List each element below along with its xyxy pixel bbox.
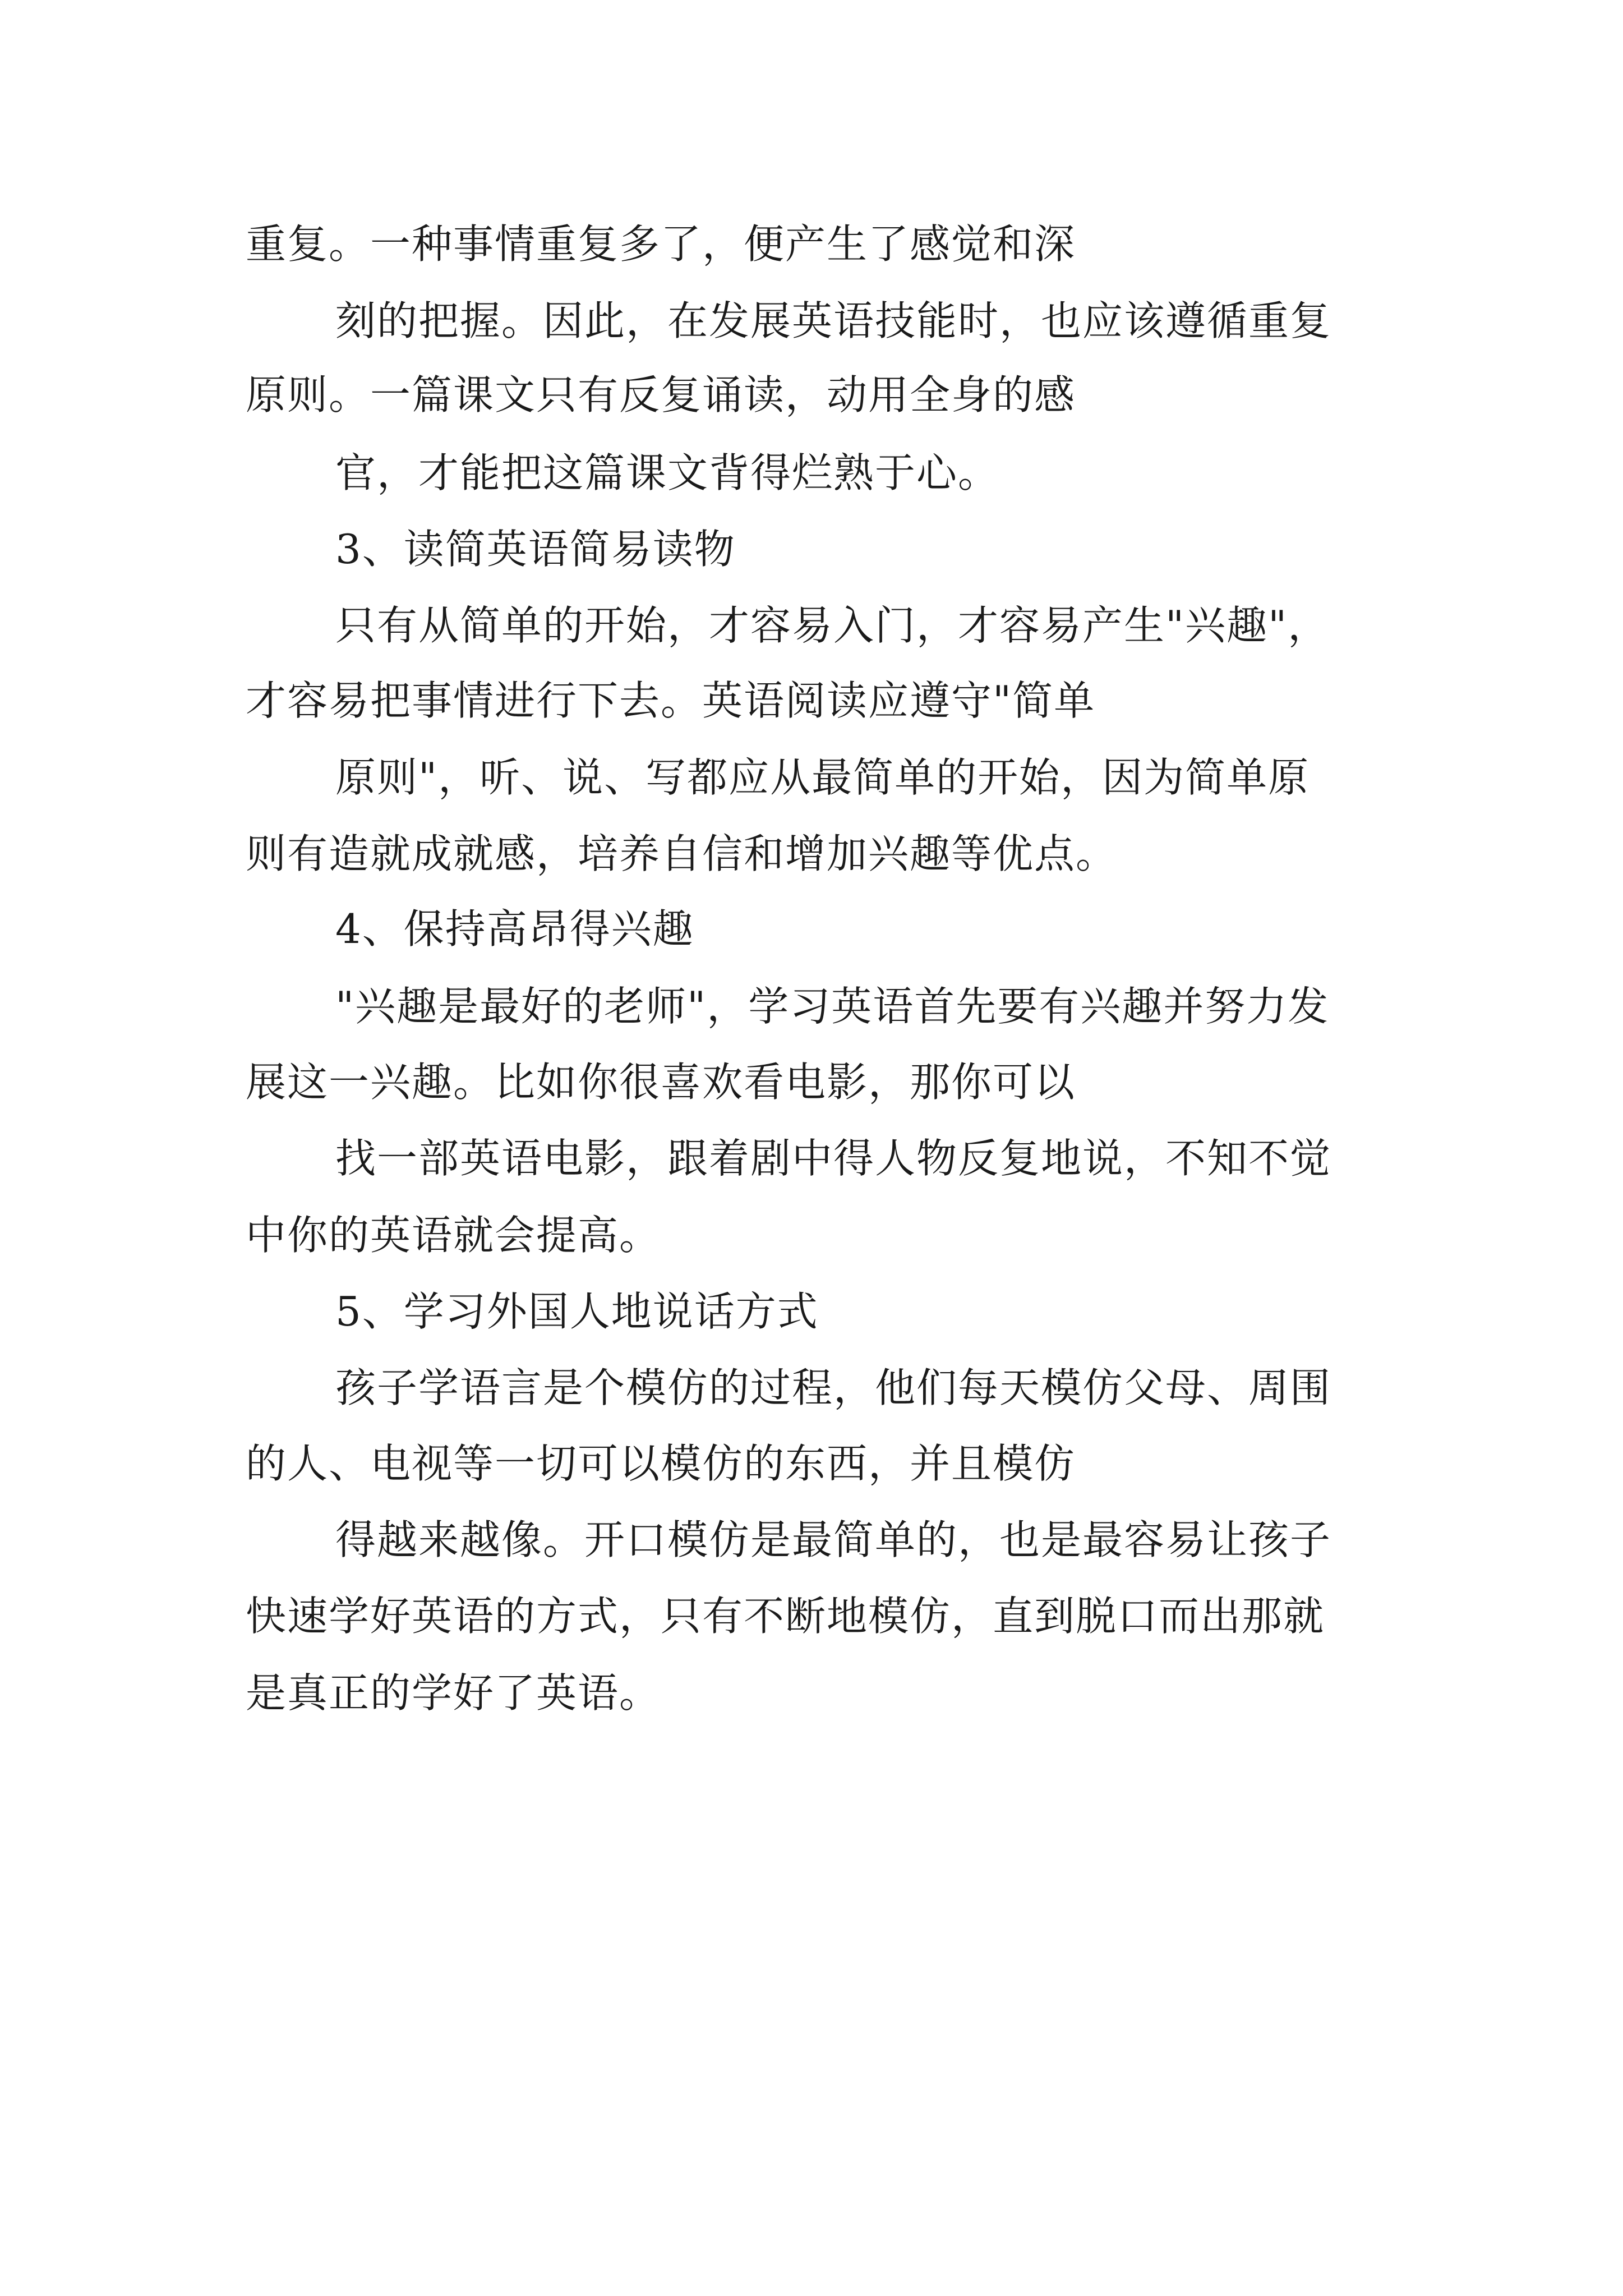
text-line-16: 孩子学语言是个模仿的过程，他们每天模仿父母、周围 bbox=[335, 1364, 1332, 1411]
text-line-20: 是真正的学好了英语。 bbox=[246, 1669, 661, 1717]
text-line-12: 展这一兴趣。比如你很喜欢看电影，那你可以 bbox=[246, 1059, 1076, 1106]
text-line-8: 原则"，听、说、写都应从最简单的开始，因为简单原 bbox=[335, 754, 1310, 801]
text-line-1: 重复。一种事情重复多了，便产生了感觉和深 bbox=[246, 220, 1076, 268]
text-line-7: 才容易把事情进行下去。英语阅读应遵守"简单 bbox=[246, 677, 1096, 724]
text-line-14: 中你的英语就会提高。 bbox=[246, 1212, 661, 1259]
text-line-9: 则有造就成就感，培养自信和增加兴趣等优点。 bbox=[246, 830, 1118, 877]
text-line-19: 快速学好英语的方式，只有不断地模仿，直到脱口而出那就 bbox=[246, 1593, 1325, 1640]
section-heading-4: 4、保持高昂得兴趣 bbox=[335, 905, 694, 953]
section-heading-3: 3、读简英语简易读物 bbox=[335, 526, 736, 573]
text-line-17: 的人、电视等一切可以模仿的东西，并且模仿 bbox=[246, 1440, 1076, 1487]
text-line-2: 刻的把握。因此，在发展英语技能时，也应该遵循重复 bbox=[335, 297, 1332, 344]
text-line-13: 找一部英语电影，跟着剧中得人物反复地说，不知不觉 bbox=[335, 1135, 1332, 1182]
text-line-3: 原则。一篇课文只有反复诵读，动用全身的感 bbox=[246, 371, 1076, 418]
text-line-11: "兴趣是最好的老师"，学习英语首先要有兴趣并努力发 bbox=[335, 983, 1330, 1030]
text-line-4: 官，才能把这篇课文背得烂熟于心。 bbox=[335, 449, 1000, 496]
text-line-6: 只有从简单的开始，才容易入门，才容易产生"兴趣"， bbox=[335, 602, 1330, 649]
text-line-18: 得越来越像。开口模仿是最简单的，也是最容易让孩子 bbox=[335, 1516, 1332, 1563]
section-heading-5: 5、学习外国人地说话方式 bbox=[335, 1288, 819, 1335]
